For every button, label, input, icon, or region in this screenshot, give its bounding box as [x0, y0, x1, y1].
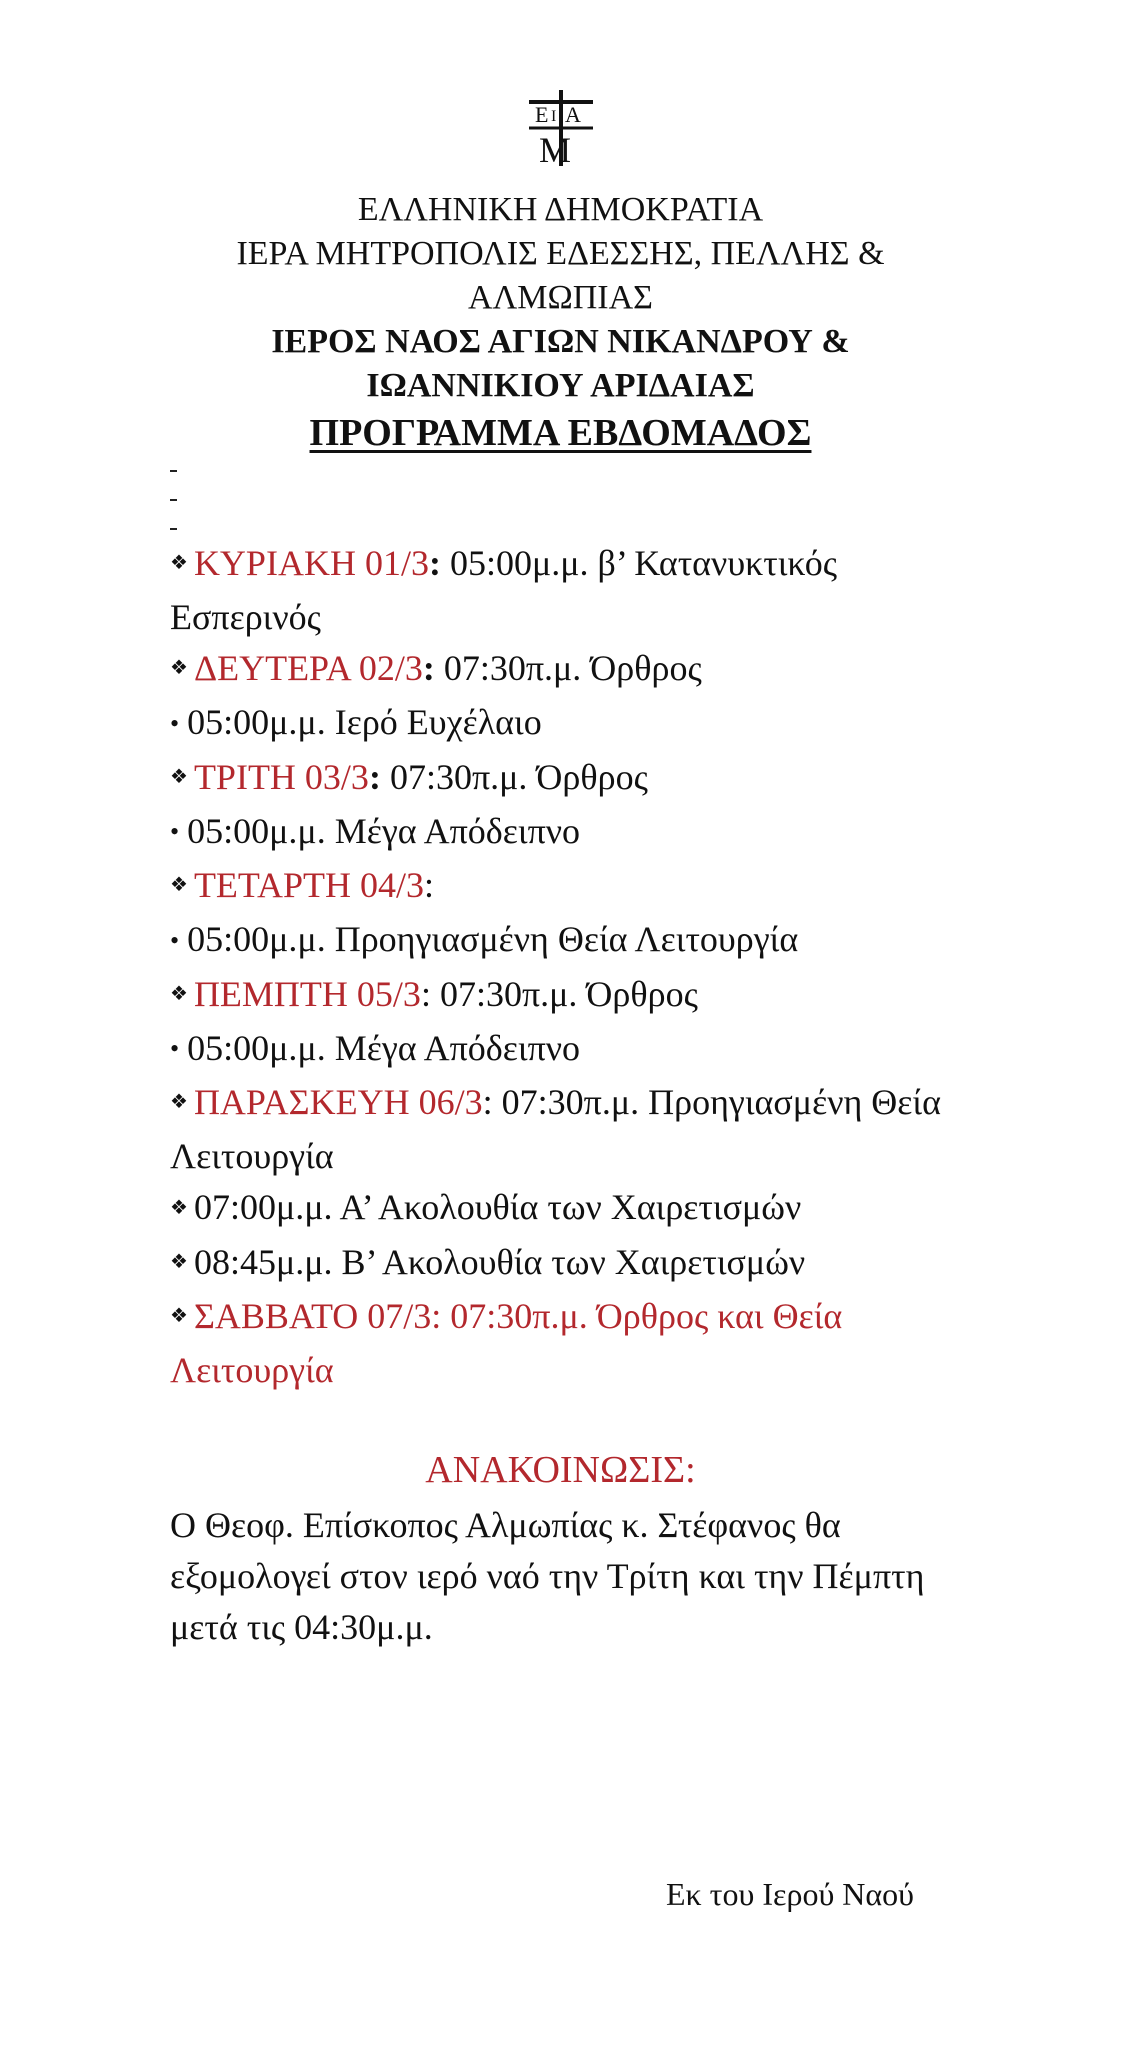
- day-colon: :: [428, 543, 441, 583]
- diamond-bullet-icon: ❖: [170, 765, 188, 788]
- weekly-schedule: [170, 538, 970, 1396]
- day-label: ΤΡΙΤΗ 03/3: [193, 756, 369, 797]
- diamond-bullet-icon: ❖: [170, 874, 188, 897]
- dot-bullet-icon: •: [170, 925, 180, 955]
- service-text: 05:00μ.μ. Μέγα Απόδειπνο: [187, 1027, 581, 1068]
- list-marker: [170, 528, 177, 530]
- diamond-bullet-icon: ❖: [170, 1091, 188, 1114]
- schedule-wednesday: [170, 860, 970, 914]
- announcement-text: Ο Θεοφ. Επίσκοπος Αλμωπίας κ. Στέφανος θα εξομολογεί στον ιερό ναό την Τρίτη και την Πέμπτη μετά τις 04:30μ.μ.: [170, 1505, 925, 1647]
- day-colon: :: [422, 648, 435, 689]
- schedule-monday: [170, 643, 970, 697]
- diamond-bullet-icon: ❖: [170, 1196, 188, 1219]
- service-text: 07:00μ.μ. Α’ Ακολουθία των Χαιρετισμών: [193, 1187, 802, 1228]
- day-colon: :: [420, 973, 431, 1014]
- diamond-bullet-icon: ❖: [170, 982, 188, 1005]
- schedule-monday-evening: [170, 697, 970, 751]
- header-church: ΙΕΡΟΣ ΝΑΟΣ ΑΓΙΩΝ ΝΙΚΑΝΔΡΟΥ &: [271, 323, 850, 360]
- service-text: ΣΑΒΒΑΤΟ 07/3: 07:30π.μ. Όρθρος και Θεία Λειτουργία: [170, 1295, 843, 1391]
- day-colon: :: [424, 865, 435, 906]
- dot-bullet-icon: •: [170, 708, 180, 738]
- service-text: 05:00μ.μ. Ιερό Ευχέλαιο: [187, 702, 542, 743]
- schedule-wednesday-evening: [170, 914, 970, 968]
- church-emblem-icon: [521, 88, 601, 168]
- list-marker: [170, 470, 177, 472]
- day-label: ΚΥΡΙΑΚΗ 01/3: [193, 543, 429, 583]
- svg-text:Μ: Μ: [539, 130, 572, 168]
- service-text: 05:00μ.μ. Προηγιασμένη Θεία Λειτουργία: [187, 919, 799, 960]
- diamond-bullet-icon: ❖: [170, 552, 188, 575]
- schedule-friday: [170, 1077, 970, 1182]
- header-metropolis-cont: ΑΛΜΩΠΙΑΣ: [468, 279, 653, 316]
- emblem-graphic: [521, 88, 601, 168]
- dot-bullet-icon: •: [170, 817, 180, 847]
- document-header: [0, 188, 1121, 458]
- day-label: ΤΕΤΑΡΤΗ 04/3: [193, 865, 425, 906]
- svg-text:Α: Α: [565, 102, 581, 127]
- list-marker: [170, 499, 177, 501]
- schedule-thursday-evening: [170, 1023, 970, 1077]
- schedule-friday-service-a: [170, 1182, 970, 1236]
- footer-signature: Εκ του Ιερού Ναού: [666, 1876, 914, 1912]
- service-text: 07:30π.μ. Όρθρος: [434, 648, 702, 689]
- dot-bullet-icon: •: [170, 1034, 180, 1064]
- header-metropolis: ΙΕΡΑ ΜΗΤΡΟΠΟΛΙΣ ΕΔΕΣΣΗΣ, ΠΕΛΛΗΣ &: [236, 235, 885, 272]
- svg-text:Ε: Ε: [535, 102, 549, 127]
- service-text: 05:00μ.μ. Μέγα Απόδειπνο: [187, 810, 581, 851]
- service-text: 07:30π.μ. Όρθρος: [380, 756, 648, 797]
- diamond-bullet-icon: ❖: [170, 1305, 188, 1328]
- diamond-bullet-icon: ❖: [170, 657, 188, 680]
- schedule-tuesday-evening: [170, 806, 970, 860]
- day-label: ΠΕΜΠΤΗ 05/3: [193, 973, 421, 1014]
- header-country: ΕΛΛΗΝΙΚΗ ΔΗΜΟΚΡΑΤΙΑ: [357, 191, 764, 228]
- service-text: 05:00μ.μ. β’ Κατανυκτικός Εσπερινός: [170, 543, 838, 638]
- schedule-tuesday: [170, 752, 970, 806]
- day-label: ΠΑΡΑΣΚΕΥΗ 06/3: [193, 1082, 483, 1123]
- svg-text:Ι: Ι: [551, 108, 557, 125]
- schedule-saturday: [170, 1291, 970, 1396]
- announcement-title: ΑΝΑΚΟΙΝΩΣΙΣ:: [425, 1449, 696, 1491]
- day-colon: :: [482, 1082, 493, 1123]
- service-text: 07:30π.μ. Προηγιασμένη Θεία Λειτουργία: [170, 1082, 941, 1177]
- schedule-sunday: [170, 538, 970, 643]
- schedule-thursday: [170, 969, 970, 1023]
- service-text: 07:30π.μ. Όρθρος: [430, 973, 698, 1014]
- page-title: ΠΡΟΓΡΑΜΜΑ ΕΒΔΟΜΑΔΟΣ: [309, 412, 812, 454]
- day-colon: :: [368, 756, 381, 797]
- schedule-friday-service-b: [170, 1237, 970, 1291]
- header-church-cont: ΙΩΑΝΝΙΚΙΟΥ ΑΡΙΔΑΙΑΣ: [366, 367, 755, 404]
- day-label: ΔΕΥΤΕΡΑ 02/3: [193, 648, 423, 689]
- diamond-bullet-icon: ❖: [170, 1250, 188, 1273]
- service-text: 08:45μ.μ. Β’ Ακολουθία των Χαιρετισμών: [193, 1241, 806, 1282]
